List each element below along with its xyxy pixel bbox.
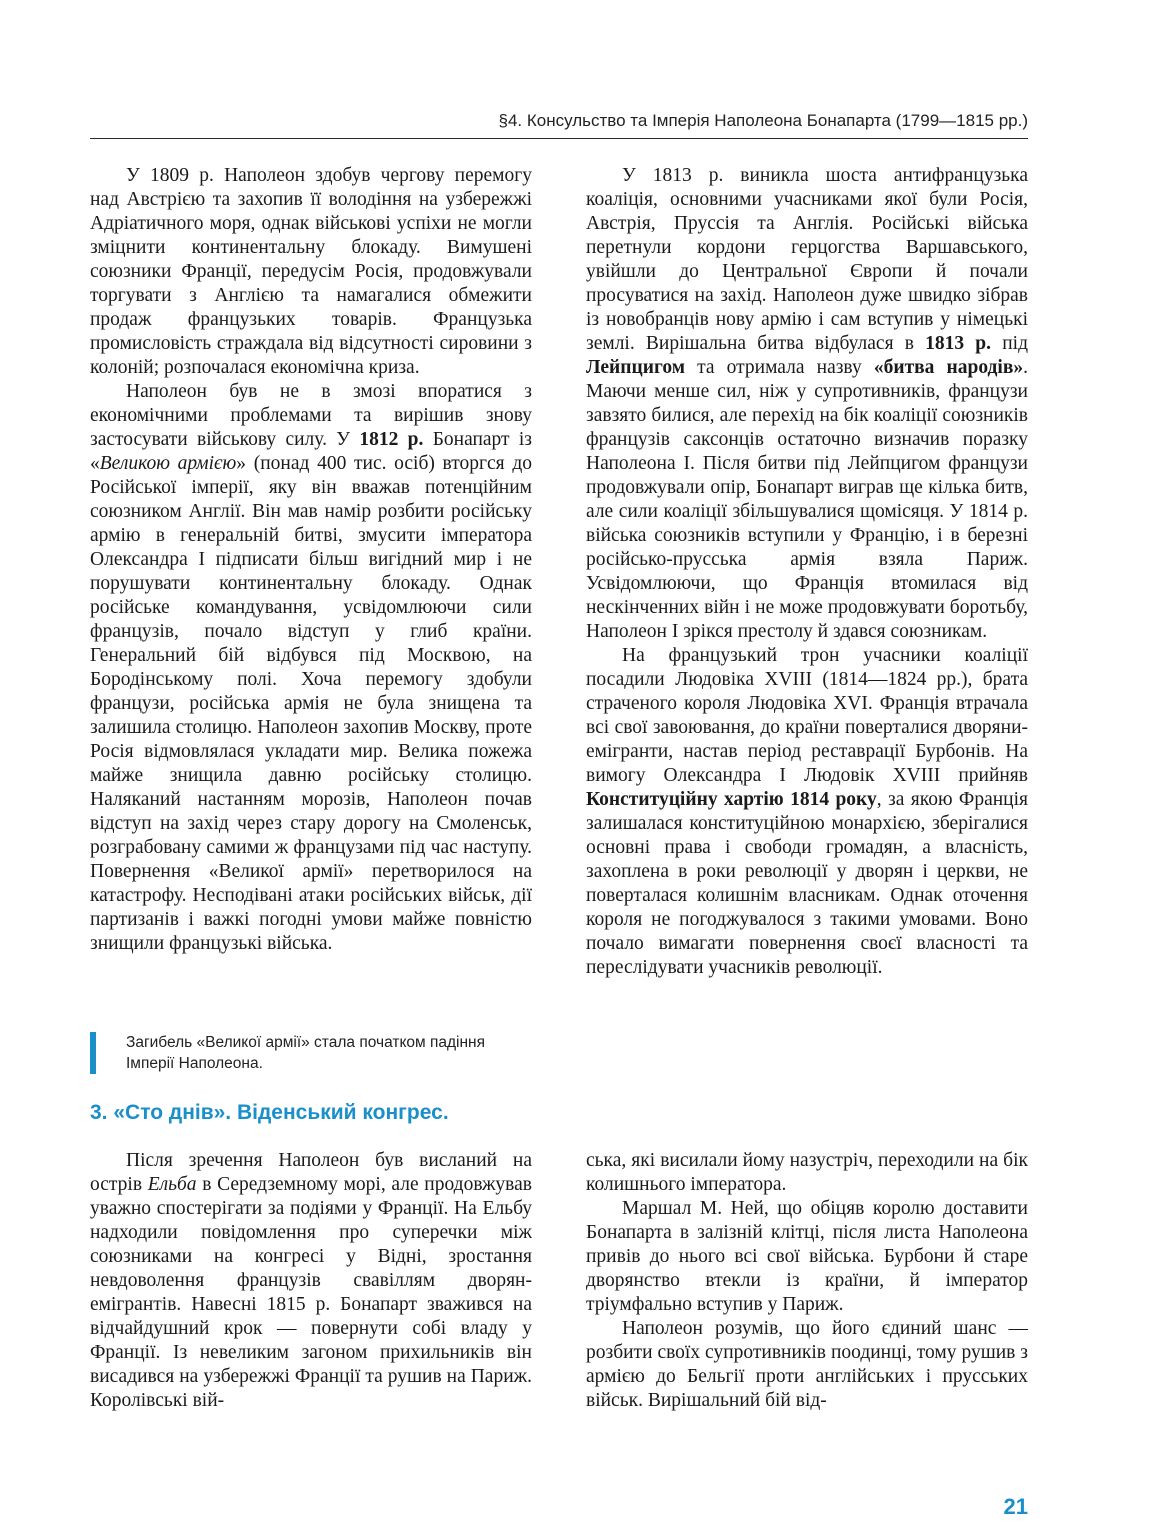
- paragraph: Наполеон розумів, що його єдиний шанс — розбити своїх супротивників поодинці, тому рушив з армією до Бельгії проти англійських і прусських військ. Вирішальний бій від-: [586, 1318, 1028, 1411]
- paragraph: ська, які висилали йому назустріч, переходили на бік колишнього імператора.: [586, 1150, 1028, 1195]
- text-run: У 1813 р. виникла шоста антифранцузька коаліція, основними учасниками якої були Росія, Австрія, Пруссія та Англія. Російські війська перетнули кордони герцогства Варшавського, увійшли до Центральної Європи й почали просуватися на захід. Наполеон дуже швидко зібрав із новобранців нову армію і сам вступив у німецькі землі. Вирішальна битва відбулася в: [586, 165, 1028, 354]
- running-header: [90, 108, 1028, 139]
- callout-text: Загибель «Великої армії» стала початком падіння Імперії Наполеона.: [126, 1034, 486, 1072]
- text-run: та отримала назву: [685, 357, 874, 378]
- bold-term: «битва народів»: [873, 357, 1024, 378]
- italic-term: Ельба: [147, 1174, 197, 1195]
- text-run: Бонапарт із «: [90, 429, 532, 474]
- right-column-bottom: [586, 1149, 1028, 1413]
- paragraph: [90, 1149, 532, 1413]
- bold-term: Конституційну хартію 1814 року: [586, 789, 877, 810]
- text-run: Наполеон був не в змозі впоратися з економічними проблемами та вирішив знову застосувати військову силу. У: [90, 381, 532, 450]
- text-run: , за якою Франція залишалася конституційною монархією, зберігалися основні права і свободи громадян, а власність, захоплена в роки революції у дворян і церкви, не поверталася колишнім власникам. Однак оточення короля не погоджувалося з такими умовами. Воно почало вимагати повернення своєї власності та переслідувати учасників революції.: [586, 789, 1028, 978]
- text-run: На французький трон учасники коаліції посадили Людовіка XVIII (1814—1824 рр.), брата страченого короля Людовіка XVI. Франція втрачала всі свої завоювання, до країни поверталися дворяни-емігранти, настав період реставрації Бурбонів. На вимогу Олександра I Людовік XVIII прийняв: [586, 645, 1028, 786]
- text-run: під: [991, 333, 1028, 354]
- paragraph: Маршал М. Ней, що обіцяв королю доставити Бонапарта в залізній клітці, після листа Наполеона привів до нього всі свої війська. Бурбони й старе дворянство втекли із країни, й імператор тріумфально вступив у Париж.: [586, 1198, 1028, 1315]
- paragraph: [586, 644, 1028, 980]
- bold-term: Лейпцигом: [586, 357, 686, 378]
- right-column-top: [586, 164, 1028, 980]
- page-number: 21: [1003, 1494, 1028, 1519]
- bold-date: 1812 р.: [359, 429, 424, 450]
- section-heading: 3. «Сто днів». Віденський конгрес.: [90, 1101, 449, 1124]
- text-run: в Середземному морі, але продовжував уважно спостерігати за подіями у Франції. На Ельбу надходили повідомлення про суперечки між союзниками на конгресі у Відні, зростання невдоволення французів свавіллям дворян-емігрантів. Навесні 1815 р. Бонапарт зважився на відчайдушний крок — повернути собі владу у Франції. Із невеликим загоном прихильників він висадився на узбережжі Франції та рушив на Париж. Королівські вій-: [90, 1174, 532, 1411]
- text-run: Після зречення Наполеон був висланий на острів: [90, 1150, 532, 1195]
- left-column-bottom: [90, 1149, 532, 1413]
- bold-date: 1813 р.: [925, 333, 992, 354]
- text-run: . Маючи менше сил, ніж у супротивників, французи завзято билися, але перехід на бік коаліції союзників французів саксонців остаточно визначив поразку Наполеона I. Після битви під Лейпцигом французи продовжували опір, Бонапарт виграв ще кілька битв, але сили коаліції збільшувалися щомісяця. У 1814 р. війська союзників вступили у Францію, і в березні російсько-прусська армія взяла Париж. Усвідомлюючи, що Франція втомилася від нескінченних війн і не може продовжувати боротьбу, Наполеон I зрікся престолу й здався союзникам.: [586, 357, 1028, 642]
- paragraph: У 1809 р. Наполеон здобув чергову перемогу над Австрією та захопив її володіння на узбережжі Адріатичного моря, однак військові успіхи не могли зміцнити континентальну блокаду. Вимушені союзники Франції, передусім Росія, продовжували торгувати з Англією та намагалися обмежити продаж французьких товарів. Французька промисловість страждала від відсутності сировини з колоній; розпочалася економічна криза.: [90, 165, 532, 378]
- text-run: » (понад 400 тис. осіб) вторгся до Російської імперії, яку він вважав потенційним союзником Англії. Він мав намір розбити російську армію в генеральній битві, змусити імператора Олександра I підписати більш вигідний мир і не порушувати континентальну блокаду. Однак російське командування, усвідомлюючи сили французів, почало відступ у глиб країни. Генеральний бій відбувся під Москвою, на Бородінському полі. Хоча перемогу здобули французи, російська армія не була знищена та залишила столицю. Наполеон захопив Москву, проте Росія відмовлялася укладати мир. Велика пожежа майже знищила давню російську столицю. Наляканий настанням морозів, Наполеон почав відступ на захід через стару дорогу на Смоленськ, розграбовану самими ж французами під час наступу. Повернення «Великої армії» перетворилося на катастрофу. Несподівані атаки російських військ, дії партизанів і важкі погодні умови майже повністю знищили французькі війська.: [90, 453, 532, 954]
- italic-term: Великою армією: [99, 453, 237, 474]
- running-title: §4. Консульство та Імперія Наполеона Бонапарта (1799—1815 рр.): [498, 111, 1028, 130]
- paragraph: [586, 164, 1028, 644]
- paragraph: [90, 380, 532, 956]
- callout-note: [90, 1032, 532, 1074]
- left-column-top: [90, 164, 532, 956]
